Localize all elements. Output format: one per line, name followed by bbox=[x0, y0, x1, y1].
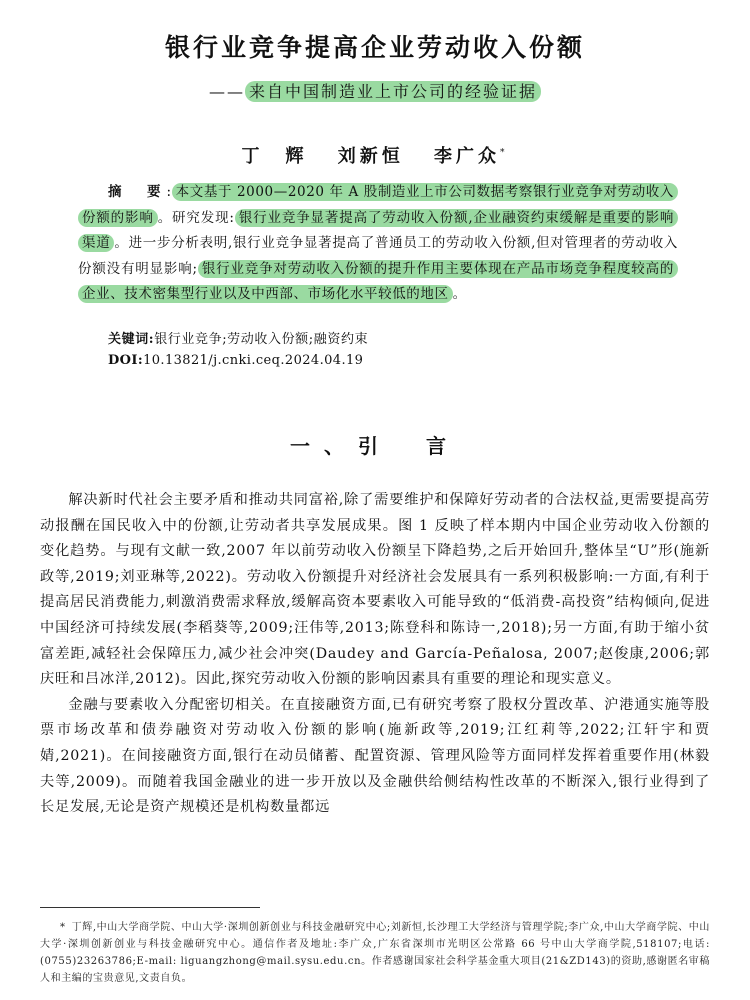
footnote-text: 丁辉,中山大学商学院、中山大学·深圳创新创业与科技金融研究中心;刘新恒,长沙理工大学经济与管理学院;李广众,中山大学商学院、中山大学·深圳创新创业与科技金融研究中心。通信作者及地址:李广众,广东省深圳市光明区公常路 66 号中山大学商学院,518107;电话:(0755)23263786;E-mail: liguangzhong@mail.sysu.edu.cn。作者感谢国家社会科学基金重大项目(21&ZD143)的资助,感谢匿名审稿人和主编的宝贵意见,文责自负。 bbox=[40, 922, 710, 984]
footnote-star: * bbox=[60, 922, 66, 933]
doi-label: DOI: bbox=[108, 353, 144, 368]
abstract-text-4: 。进一步分析表明,银行业竞争显著提高了普通员工的劳动收入份额,但对管理者的劳动收入份额没有明显影响; bbox=[78, 235, 679, 277]
keywords-text: 银行业竞争;劳动收入份额;融资约束 bbox=[154, 332, 369, 347]
body-paragraph-2: 金融与要素收入分配密切相关。在直接融资方面,已有研究考察了股权分置改革、沪港通实施等股票市场改革和债券融资对劳动收入份额的影响(施新政等,2019;江红莉等,2022;江轩宇和贾婧,2021)。在间接融资方面,银行在动员储蓄、配置资源、管理风险等方面同样发挥着重要作用(林毅夫等,2009)。而随着我国金融业的进一步开放以及金融供给侧结构性改革的不断深入,银行业得到了长足发展,无论是资产规模还是机构数量都远 bbox=[40, 696, 710, 816]
subtitle-dash: —— bbox=[208, 82, 245, 101]
author-list bbox=[0, 142, 750, 168]
section-title: 一、引 言 bbox=[290, 434, 460, 458]
abstract-text-2: 。研究发现: bbox=[157, 209, 235, 226]
abstract-colon: : bbox=[166, 184, 172, 200]
paper-subtitle bbox=[0, 79, 750, 102]
author-3 bbox=[434, 146, 509, 167]
abstract-label: 摘 要 bbox=[108, 184, 167, 200]
author-name: 丁 辉 bbox=[241, 146, 308, 167]
author-name: 李广众 bbox=[434, 146, 501, 167]
subtitle-highlight: 来自中国制造业上市公司的经验证据 bbox=[245, 81, 541, 102]
keywords-label: 关键词: bbox=[108, 332, 155, 347]
keywords bbox=[108, 328, 668, 347]
abstract-text-6: 。 bbox=[452, 286, 467, 302]
footnote-divider bbox=[40, 907, 260, 908]
author-footnote-mark: * bbox=[500, 148, 509, 158]
doi-line bbox=[108, 353, 668, 368]
abstract-highlight-2: 银行业竞争显著提高了劳动收入份额,企业融资约束缓解是重要的影响渠道 bbox=[78, 209, 678, 253]
doi-value[interactable]: 10.13821/j.cnki.ceq.2024.04.19 bbox=[143, 353, 364, 368]
abstract-highlight-1: 本文基于 2000—2020 年 A 股制造业上市公司数据考察银行业竞争对劳动收入份额的影响 bbox=[78, 183, 678, 227]
author-1 bbox=[241, 146, 307, 167]
abstract-highlight-3: 银行业竞争对劳动收入份额的提升作用主要体现在产品市场竞争程度较高的企业、技术密集型行业以及中西部、市场化水平较低的地区 bbox=[78, 260, 678, 304]
author-name: 刘新恒 bbox=[337, 146, 404, 167]
abstract bbox=[78, 180, 678, 308]
body-paragraph-1: 解决新时代社会主要矛盾和推动共同富裕,除了需要维护和保障好劳动者的合法权益,更需要提高劳动报酬在国民收入中的份额,让劳动者共享发展成果。图 1 反映了样本期内中国企业劳动收入份额的变化趋势。与现有文献一致,2007 年以前劳动收入份额呈下降趋势,之后开始回升,整体呈“U”形(施新政等,2019;刘亚琳等,2022)。劳动收入份额提升对经济社会发展具有一系列积极影响:一方面,有利于提高居民消费能力,刺激消费需求释放,缓解高资本要素收入可能导致的“低消费-高投资”结构倾向,促进中国经济可持续发展(李稻葵等,2009;汪伟等,2013;陈登科和陈诗一,2018);另一方面,有助于缩小贫富差距,减轻社会保障压力,减少社会冲突(Daudey and García-Peñalosa, 2007;赵俊康,2006;郭庆旺和吕冰洋,2012)。因此,探究劳动收入份额的影响因素具有重要的理论和现实意义。 bbox=[40, 492, 710, 688]
body-text bbox=[40, 488, 710, 821]
footnote bbox=[40, 919, 710, 987]
author-2 bbox=[338, 146, 404, 167]
paper-title: 银行业竞争提高企业劳动收入份额 bbox=[164, 33, 585, 62]
